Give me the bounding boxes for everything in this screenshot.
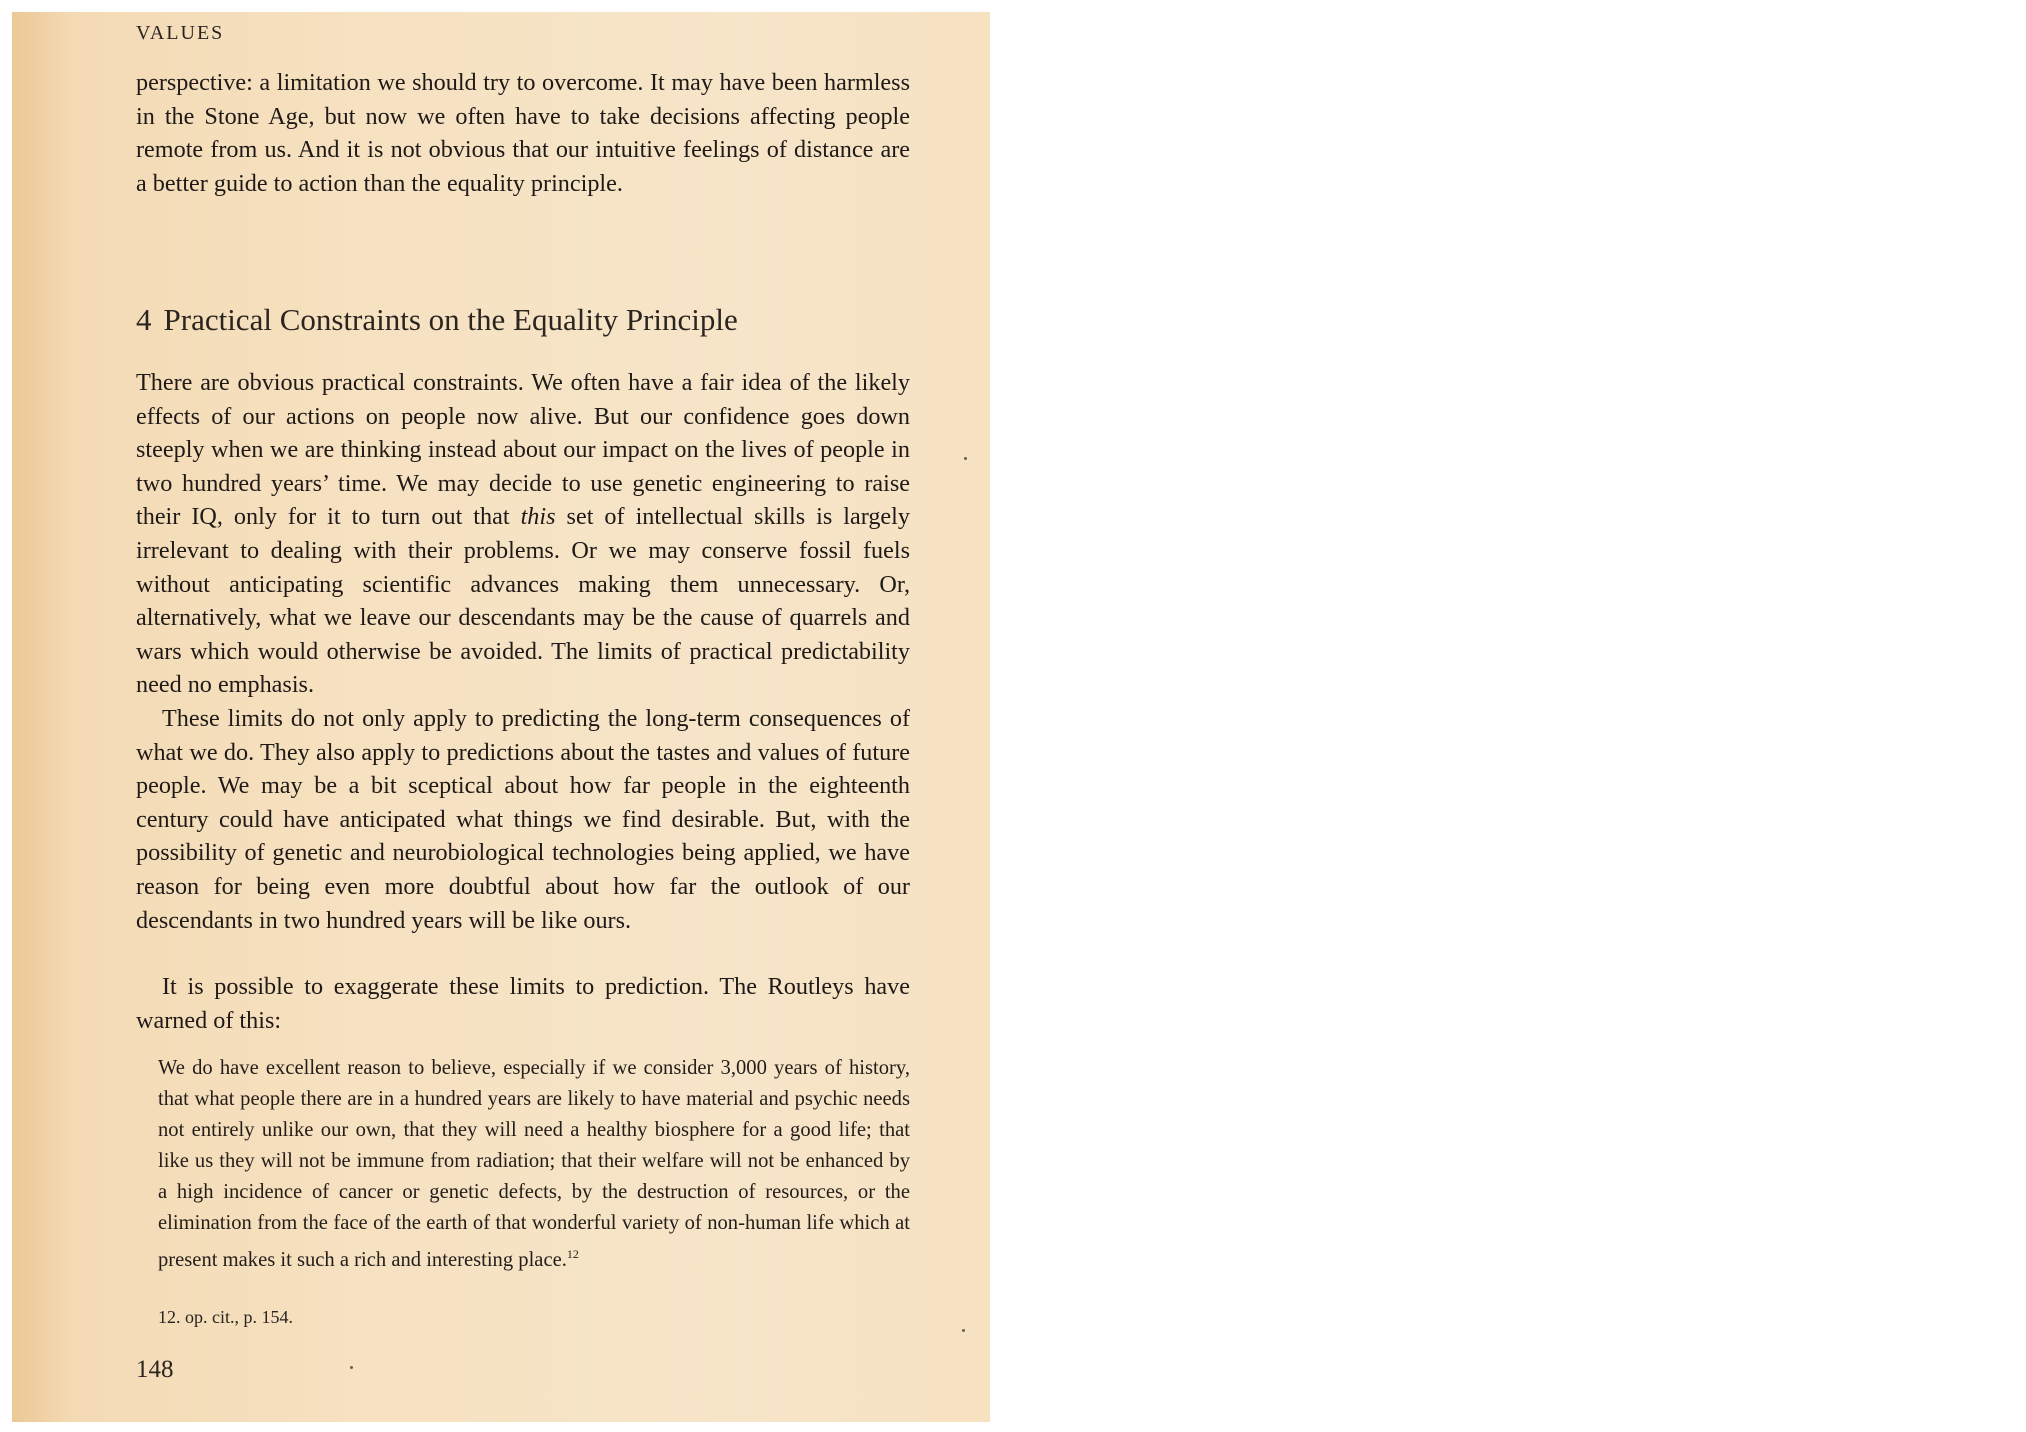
paragraph-continued: perspective: a limitation we should try to overcome. It may have been harmless in the Stone Age, but now we often have to take decisions affecting people remote from us. And it is not obvious that our intuitive feelings of distance are a better guide to action than the equality principle.: [136, 69, 910, 197]
running-head: VALUES: [136, 22, 225, 44]
footnote: 12. op. cit., p. 154.: [158, 1307, 293, 1327]
paragraph-1-part-b: set of intellectual skills is largely irrelevant to dealing with their problems. Or we may conserve fossil fuels without anticipating scientific advances making them unnecessary. Or, alternatively, what we leave our descendants may be the cause of quarrels and wars which would otherwise be avoided. The limits of practical predictability need no emphasis.: [136, 503, 910, 699]
block-quote-text: We do have excellent reason to believe, especially if we consider 3,000 years of history, that what people there are in a hundred years are likely to have material and psychic needs not entirely unlike our own, that they will need a healthy biosphere for a good life; that like us they will not be immune from radiation; that their welfare will not be enhanced by a high incidence of cancer or genetic defects, by the destruction of resources, or the elimination from the face of the earth of that wonderful variety of non-human life which at present makes it such a rich and interesting place.: [158, 1057, 910, 1271]
footnote-marker: 12: [566, 1247, 579, 1261]
paper-speck: [962, 1329, 965, 1332]
block-quote: [158, 1053, 910, 1276]
paragraph-3: It is possible to exaggerate these limits to prediction. The Routleys have warned of this:: [136, 973, 910, 1034]
section-number: 4: [136, 302, 152, 337]
paragraph-1-part-a: There are obvious practical constraints. We often have a fair idea of the likely effects of our actions on people now alive. But our confidence goes down steeply when we are thinking instead about our impact on the lives of people in two hundred years’ time. We may decide to use genetic engineering to raise their IQ, only for it to turn out that: [136, 369, 910, 531]
page-number: 148: [136, 1356, 174, 1383]
paragraph-1-italic: this: [520, 503, 556, 531]
paragraph-2: These limits do not only apply to predicting the long-term consequences of what we do. They also apply to predictions about the tastes and values of future people. We may be a bit sceptical about how far people in the eighteenth century could have anticipated what things we find desirable. But, with the possibility of genetic and neurobiological technologies being applied, we have reason for being even more doubtful about how far the outlook of our descendants in two hundred years will be like ours.: [136, 705, 910, 934]
paragraph-1: [136, 366, 910, 702]
section-title: Practical Constraints on the Equality Principle: [163, 302, 738, 337]
paper-speck: [964, 457, 967, 460]
book-page: [12, 12, 990, 1422]
paper-speck: [350, 1366, 353, 1369]
section-heading: [136, 300, 910, 340]
